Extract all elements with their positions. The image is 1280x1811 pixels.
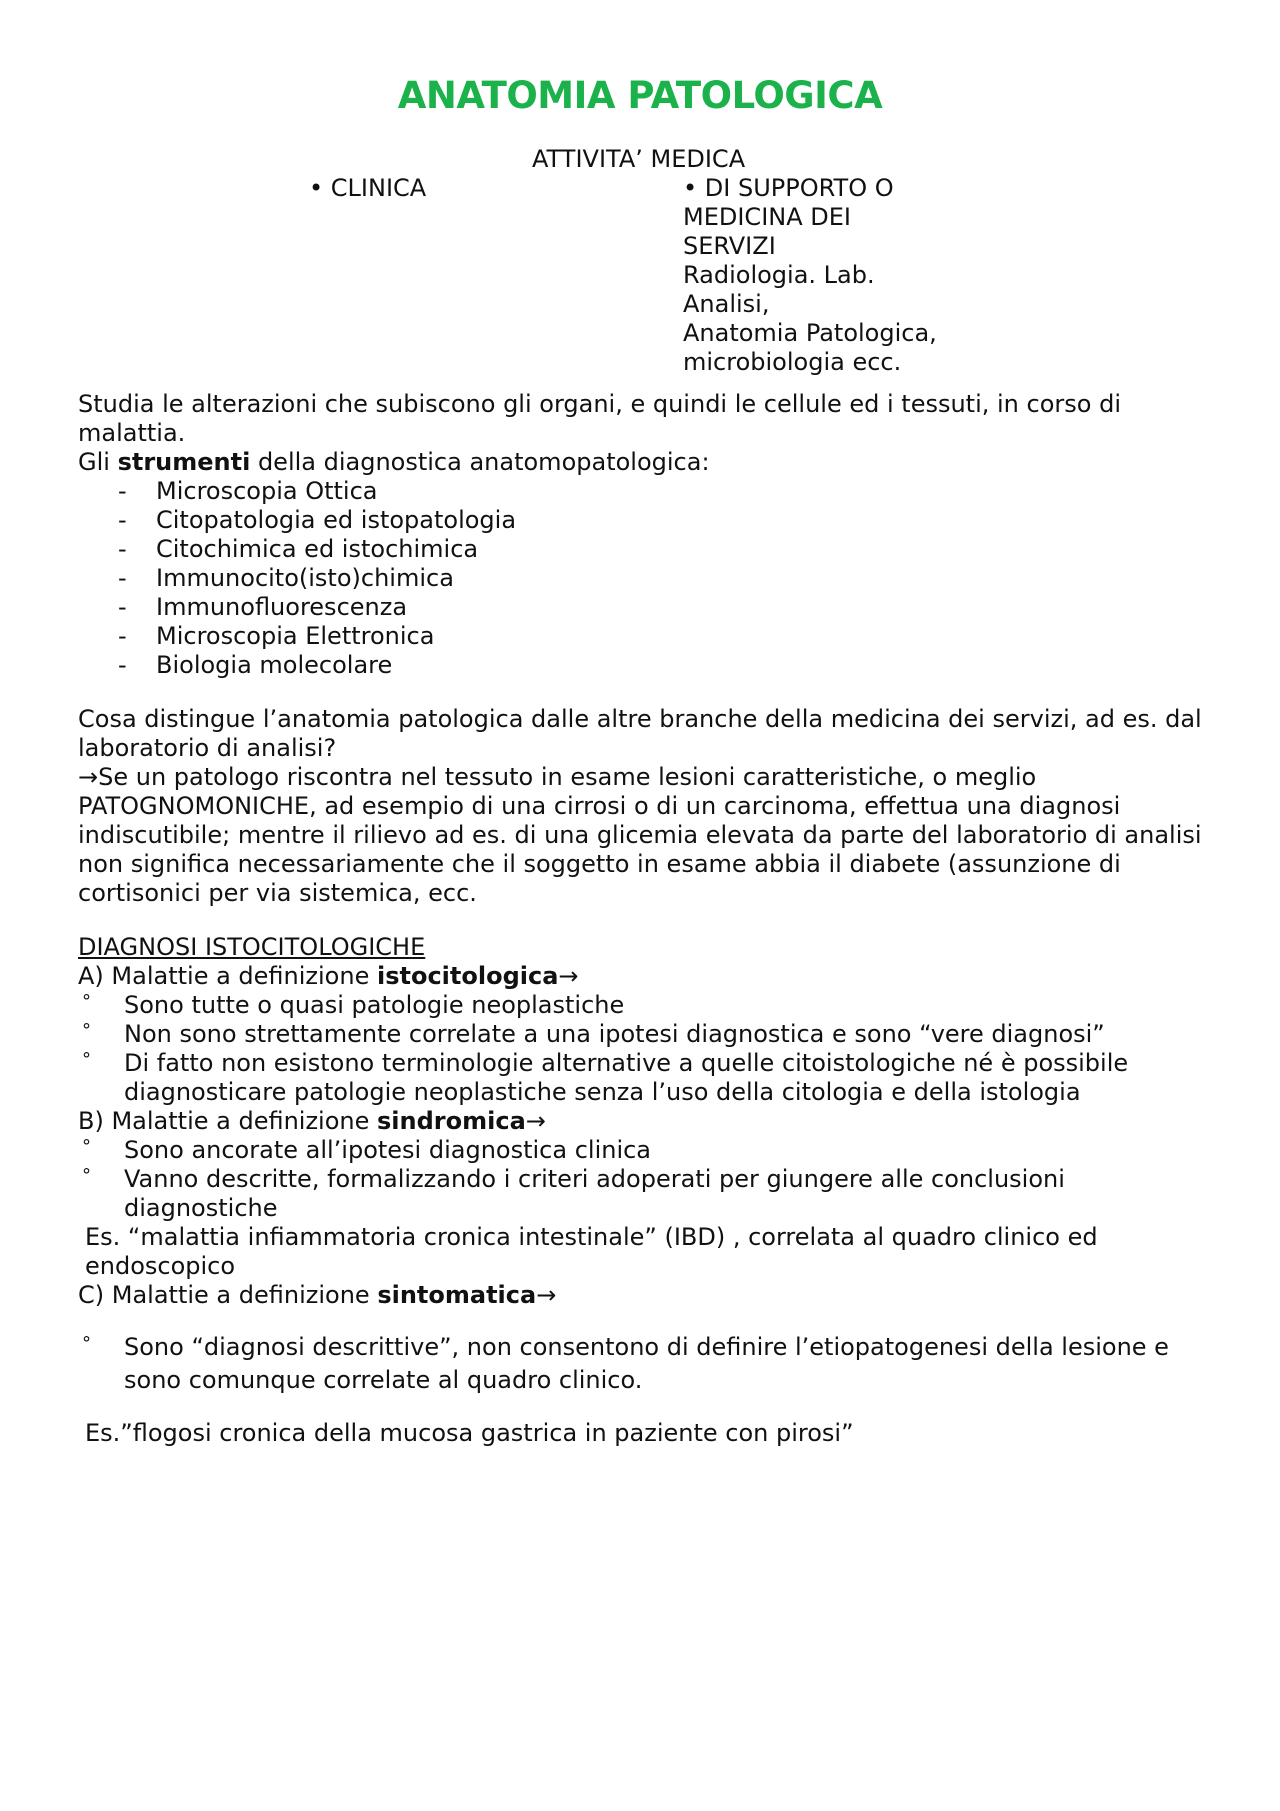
list-item: [78, 651, 1218, 680]
dash-mark: -: [118, 506, 127, 534]
tool-label: Immunocito(isto)chimica: [156, 564, 454, 592]
list-item: [78, 593, 1218, 622]
answer-line: →Se un patologo riscontra nel tessuto in esame lesioni caratteristiche, o meglio: [78, 763, 1037, 791]
category-prefix: B) Malattie a definizione: [78, 1107, 378, 1135]
degree-bullet: °: [82, 1136, 91, 1157]
dash-mark: -: [118, 535, 127, 563]
list-item: [78, 535, 1218, 564]
category-prefix: A) Malattie a definizione: [78, 962, 377, 990]
tools-intro: [78, 448, 1218, 477]
category-bold: istocitologica: [376, 962, 559, 990]
list-item: [78, 622, 1218, 651]
category-b-heading: [78, 1107, 1218, 1136]
list-item: [78, 991, 1218, 1020]
document-body: [78, 390, 1218, 1448]
support-line: • DI SUPPORTO O: [683, 174, 894, 202]
tools-prefix: Gli: [78, 448, 118, 476]
tool-label: Biologia molecolare: [156, 651, 393, 679]
tool-label: Citochimica ed istochimica: [156, 535, 479, 563]
list-item-continuation: [78, 1194, 1218, 1223]
tool-label: Immunofluorescenza: [156, 593, 408, 621]
support-line: Analisi,: [683, 290, 770, 318]
category-a-list: [78, 991, 1218, 1107]
list-item-continuation: [78, 1078, 1218, 1107]
answer-line: PATOGNOMONICHE, ad esempio di una cirrosi o di un carcinoma, effettua una diagnosi: [78, 792, 1121, 820]
support-line: Anatomia Patologica,: [683, 319, 937, 347]
item-text: Di fatto non esistono terminologie alternative a quelle citoistologiche né è possibile: [124, 1049, 1129, 1077]
item-text: Sono tutte o quasi patologie neoplastiche: [124, 991, 625, 1019]
degree-bullet: °: [82, 991, 91, 1012]
list-item: [78, 506, 1218, 535]
intro-line: Studia le alterazioni che subiscono gli organi, e quindi le cellule ed i tessuti, in corso di: [78, 390, 1121, 418]
tools-list: [78, 477, 1218, 680]
category-bold: sintomatica: [377, 1281, 537, 1309]
activity-support: [683, 174, 937, 377]
item-text: Vanno descritte, formalizzando i criteri adoperati per giungere alle conclusioni: [124, 1165, 1065, 1193]
item-text: sono comunque correlate al quadro clinico.: [124, 1366, 643, 1394]
dash-mark: -: [118, 477, 127, 505]
answer-line: cortisonici per via sistemica, ecc.: [78, 879, 477, 907]
dash-mark: -: [118, 564, 127, 592]
category-prefix: C) Malattie a definizione: [78, 1281, 378, 1309]
list-item: [78, 1020, 1218, 1049]
item-text: Non sono strettamente correlate a una ipotesi diagnostica e sono “vere diagnosi”: [124, 1020, 1105, 1048]
list-item: [78, 564, 1218, 593]
list-item: [78, 477, 1218, 506]
category-c-heading: [78, 1281, 1218, 1310]
list-item: [78, 1331, 1218, 1364]
support-line: MEDICINA DEI: [683, 203, 851, 231]
list-item-continuation: [78, 1364, 1218, 1397]
tool-label: Citopatologia ed istopatologia: [156, 506, 517, 534]
intro-line: malattia.: [78, 419, 186, 447]
tools-bold: strumenti: [117, 448, 251, 476]
dash-mark: -: [118, 622, 127, 650]
list-item: [78, 1049, 1218, 1078]
category-c-list: [78, 1331, 1218, 1397]
example-line: Es.”flogosi cronica della mucosa gastrica in paziente con pirosi”: [85, 1419, 854, 1447]
dash-mark: -: [118, 651, 127, 679]
tool-label: Microscopia Elettronica: [156, 622, 435, 650]
arrow-icon: →: [536, 1281, 557, 1309]
item-text: Sono “diagnosi descrittive”, non consentono di definire l’etiopatogenesi della lesione e: [124, 1333, 1169, 1361]
arrow-icon: →: [558, 962, 579, 990]
example-line: Es. “malattia infiammatoria cronica intestinale” (IBD) , correlata al quadro clinico ed: [85, 1223, 1098, 1251]
category-a-heading: [78, 962, 1218, 991]
item-text: Sono ancorate all’ipotesi diagnostica clinica: [124, 1136, 652, 1164]
item-text: diagnostiche: [124, 1194, 278, 1222]
list-item: [78, 1136, 1218, 1165]
category-bold: sindromica: [377, 1107, 526, 1135]
category-b-list: [78, 1136, 1218, 1223]
tools-suffix: della diagnostica anatomopatologica:: [250, 448, 710, 476]
question-line: laboratorio di analisi?: [78, 734, 337, 762]
question-line: Cosa distingue l’anatomia patologica dalle altre branche della medicina dei servizi, ad es. dal: [78, 705, 1202, 733]
support-line: SERVIZI: [683, 232, 776, 260]
arrow-icon: →: [525, 1107, 546, 1135]
degree-bullet: °: [82, 1049, 91, 1070]
activity-heading: ATTIVITA’ MEDICA: [532, 145, 746, 173]
support-line: microbiologia ecc.: [683, 348, 902, 376]
activity-clinical: • CLINICA: [309, 174, 427, 202]
tool-label: Microscopia Ottica: [156, 477, 378, 505]
degree-bullet: °: [82, 1333, 91, 1354]
example-line: endoscopico: [85, 1252, 236, 1280]
answer-line: indiscutibile; mentre il rilievo ad es. di una glicemia elevata da parte del laboratorio di analisi: [78, 821, 1202, 849]
item-text: diagnosticare patologie neoplastiche senza l’uso della citologia e della istologia: [124, 1078, 1081, 1106]
degree-bullet: °: [82, 1165, 91, 1186]
support-line: Radiologia. Lab.: [683, 261, 875, 289]
answer-line: non significa necessariamente che il soggetto in esame abbia il diabete (assunzione di: [78, 850, 1121, 878]
section-heading: DIAGNOSI ISTOCITOLOGICHE: [78, 933, 426, 961]
dash-mark: -: [118, 593, 127, 621]
list-item: [78, 1165, 1218, 1194]
degree-bullet: °: [82, 1020, 91, 1041]
page-title: ANATOMIA PATOLOGICA: [397, 74, 883, 117]
